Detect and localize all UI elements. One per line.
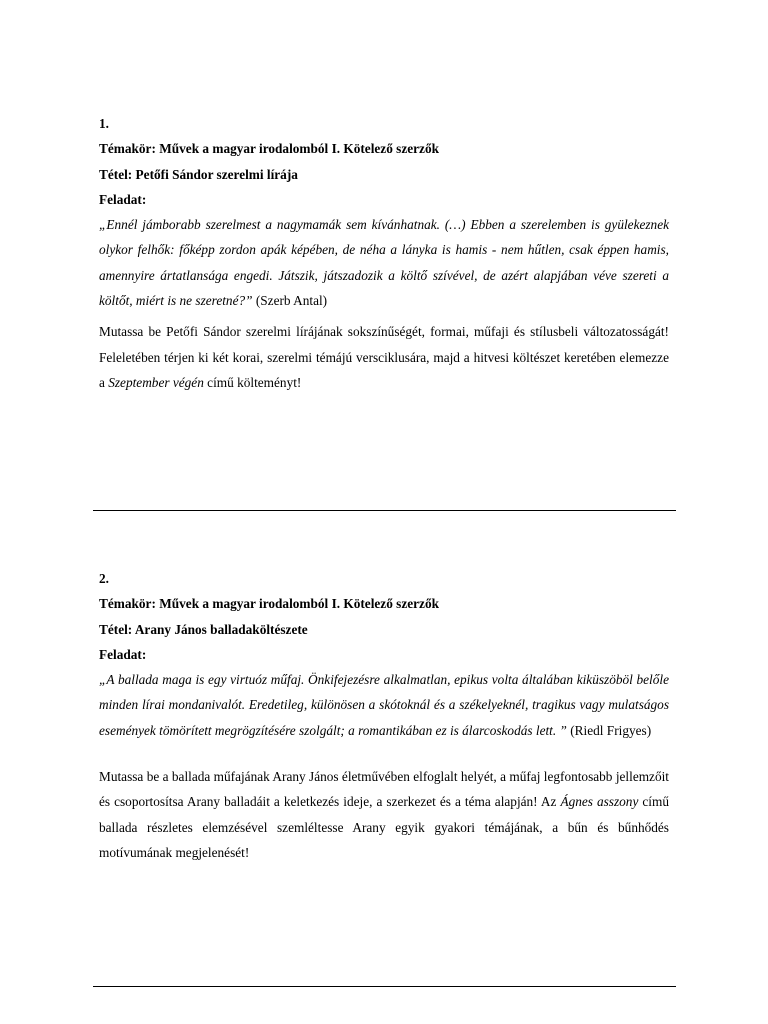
task-label: Feladat: [99,191,147,207]
task-text-before: Mutassa be Petőfi Sándor szerelmi lírájának sokszínűségét, formai, műfaji és stílusbeli változatosságát! Feleletében térjen ki két korai, szerelmi témájú versciklusára, majd a hitvesi költészet keretében elemezze a [99,324,669,390]
work-title: Ágnes asszony [560,794,639,810]
task-text-after: című költeményt! [203,374,302,390]
exam-item-2 [99,566,669,865]
task-paragraph [99,764,669,865]
section-divider [93,986,676,987]
task-text-before: Mutassa be a ballada műfajának Arany János életművében elfoglalt helyét, a műfaj legfontosabb jellemzőit és csoportosítsa Arany balladáit a keletkezés ideje, a szerkezet és a téma alapján! Az [99,769,669,810]
quote-text: „A ballada maga is egy virtuóz műfaj. Önkifejezésre alkalmatlan, epikus volta általában kiküszöböl belőle minden lírai mondanivalót. Eredetileg, különösen a skótoknál és a székelyeknél, tragikus vagy mulatságos események tömörített megrögzítésére szolgált; a romantikában ez is álarcoskodás lett. ” [99,672,669,738]
quote-paragraph [99,667,669,743]
quote-author: (Szerb Antal) [252,293,328,309]
topic-heading: Témakör: Művek a magyar irodalomból I. Kötelező szerzők [99,141,440,157]
work-title: Szeptember végén [108,374,204,390]
quote-text: „Ennél jámborabb szerelmest a nagymamák sem kívánhatnak. (…) Ebben a szerelemben is gyülekeznek olykor felhők: főképp zordon apák képében, de néha a lányka is hamis - nem hűtlen, csak éppen hamis, amennyire ártatlansága engedi. Játszik, játszadozik a költő szívével, de azért alapjában véve szereti a költőt, miért is ne szeretné?” [99,217,669,309]
section-divider [93,510,676,511]
title-heading: Tétel: Arany János balladaköltészete [99,621,308,637]
topic-heading: Témakör: Művek a magyar irodalomból I. Kötelező szerzők [99,596,440,612]
quote-paragraph [99,212,669,313]
item-number: 2. [99,571,109,586]
exam-item-1 [99,111,669,395]
task-label: Feladat: [99,646,147,662]
task-text-after: című ballada részletes elemzésével szemléltesse Arany egyik gyakori témájának, a bűn és bűnhődés motívumának megjelenését! [99,794,669,860]
task-paragraph [99,319,669,395]
item-number: 1. [99,116,109,131]
title-heading: Tétel: Petőfi Sándor szerelmi lírája [99,166,298,182]
quote-author: (Riedl Frigyes) [566,722,652,738]
